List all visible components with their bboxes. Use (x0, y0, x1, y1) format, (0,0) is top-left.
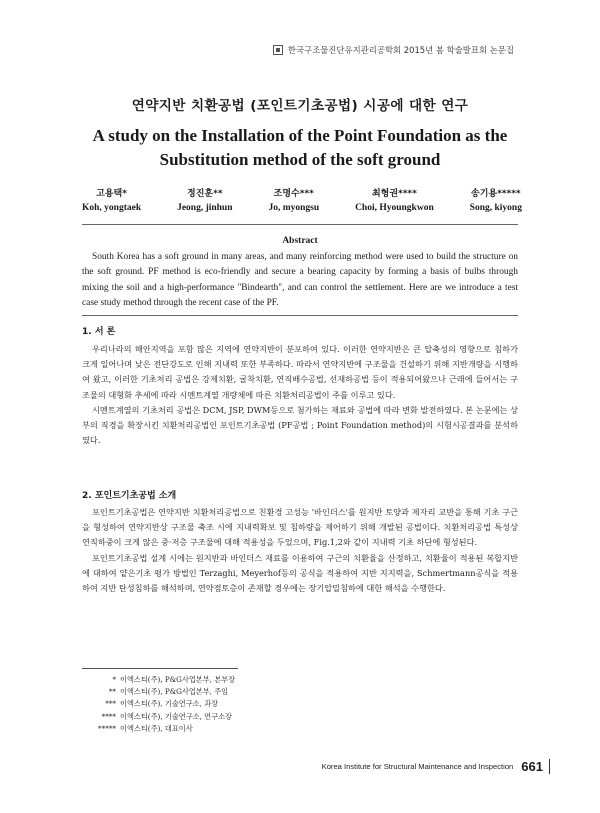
section-heading-introduction: 1. 서 론 (82, 327, 116, 337)
paragraph: 우리나라의 해안지역을 포함 많은 지역에 연약지반이 분포하여 있다. 이러한 연약지반은 큰 압축성의 영향으로 침하가 크게 일어나며 낮은 전단강도로 인해 지내력 또한 부족하다. 따라서 연약지반에 구조물을 건설하기 위해 지반개량을 시행하여 왔고, 이러한 기초처리 공법은 강제치환, 굴착치환, 연직배수공법, 선재하공법 등이 적용되어왔으나 근래에 들어서는 구조물의 대형화 추세에 따라 시멘트계열 개량체에 따른 치환처리공법이 주를 이루고 있다. (82, 344, 518, 400)
journal-header (273, 44, 514, 56)
footnote-text: 이엑스티(주), P&G사업본부, 주임 (120, 687, 229, 697)
section-heading-point-foundation: 2. 포인트기초공법 소개 (82, 491, 177, 501)
abstract-divider (82, 315, 518, 316)
author-name-english: Choi, Hyoungkwon (355, 203, 434, 213)
author-name-korean: 최형권**** (371, 189, 417, 199)
author-1 (82, 186, 141, 213)
footer-institute: Korea Institute for Structural Maintenance and Inspection (321, 762, 514, 771)
author-name-english: Jo, myongsu (268, 203, 320, 213)
author-name-korean: 조명수*** (273, 189, 314, 199)
footnote-divider (82, 668, 238, 669)
footnote-mark: * (112, 675, 116, 684)
footnote (82, 698, 235, 710)
author-3 (268, 186, 319, 213)
author-name-english: Koh, yongtaek (82, 203, 142, 213)
page-footer (322, 759, 550, 774)
title-english: A study on the Installation of the Point Foundation as the Substitution method of the soft ground (92, 126, 508, 169)
footnote-text: 이엑스티(주), P&G사업본부, 본부장 (120, 675, 236, 684)
paragraph: 포인트기초공법은 연약지반 치환처리공법으로 친환경 고성능 '바인더스'를 원지반 토양과 제자리 교반을 통해 기초 구근을 형성하여 연약지반상 구조물 축조 시에 지내력확보 및 침하량을 제어하기 위해 개발된 공법이다. 치환처리공법 특성상 연직하중이 크게 않은 중·저층 구조물에 대해 적용성을 두었으며, Fig.1,2와 같이 지내력 기초 하단에 형성된다. (82, 507, 518, 548)
author-name-korean: 정진훈** (187, 189, 223, 199)
footnote (82, 723, 235, 735)
author-name-english: Song, kiyong (469, 203, 522, 213)
footnote-mark: **** (101, 711, 116, 721)
title-korean: 연약지반 치환공법 (포인트기초공법) 시공에 대한 연구 (131, 98, 469, 114)
footnote-mark: ***** (98, 723, 116, 733)
footnote (82, 711, 235, 723)
footnote-text: 이엑스티(주), 대표이사 (120, 723, 193, 733)
paragraph: 포인트기초공법 설계 시에는 원지반과 바인더스 재료를 이용하여 구근의 치환율을 산정하고, 치환율이 적용된 복합지반에 대하여 얕은기초 평가 방법인 Terzaghi, Meyerhof등의 공식을 적용하여 지반 지지력을, Schmertmann공식을 적용하여 지반 탄성침하를 해석하며, 연약점토층이 존재할 경우에는 장기압밀침하에 대한 해석을 수행한다. (82, 552, 518, 594)
author-5 (470, 186, 522, 213)
footnote-mark: *** (105, 699, 116, 709)
author-divider (82, 224, 518, 225)
author-name-korean: 고용택* (96, 189, 127, 199)
author-name-korean: 송기용***** (471, 189, 521, 199)
journal-name: 한국구조물진단유지관리공학회 2015년 봄 학술발표회 논문집 (287, 45, 514, 55)
author-name-english: Jeong, jinhun (177, 203, 233, 213)
section-body-point-foundation (82, 505, 518, 596)
abstract-heading: Abstract (282, 236, 318, 246)
journal-mark-icon (273, 45, 283, 55)
author-4 (355, 186, 434, 213)
footnote-mark: ** (108, 687, 116, 697)
author-list (82, 186, 522, 213)
footnote (82, 686, 235, 698)
paragraph: 시멘트계열의 기초처리 공법은 DCM, JSP, DWM등으로 첨가하는 재료와 공법에 따라 변화 발전하였다. 본 논문에는 상부의 직경을 확장시킨 치환처리공법인 포인트기초공법 (PF공법 ; Point Foundation method)의 시험시공결과를 분석하였다. (82, 404, 518, 446)
author-2 (177, 186, 232, 213)
footnote-text: 이엑스티(주), 기술연구소, 과장 (120, 699, 219, 709)
page-number: 661 (521, 759, 550, 774)
section-body-introduction (82, 342, 518, 448)
footnote-text: 이엑스티(주), 기술연구소, 연구소장 (120, 711, 232, 721)
footnotes (82, 674, 235, 735)
abstract-text: South Korea has a soft ground in many areas, and many reinforcing method were used to build the structure on the soft ground. PF method is eco-friendly and secure a bearing capacity by forming a basis of bulbs through mixing the soil and a high-performance "Bindearth", and can control the settlement. Here are we introduce a test case study method through the recent case of the PF. (82, 252, 518, 308)
footnote (82, 674, 235, 686)
